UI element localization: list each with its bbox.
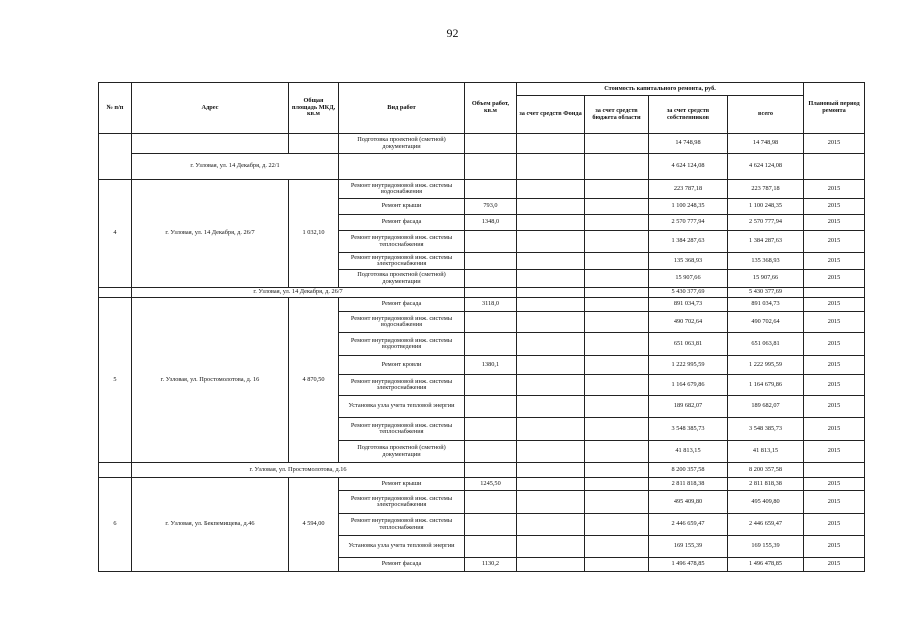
header-owners: за счет средств собственников xyxy=(649,96,728,134)
total-cost: 495 409,80 xyxy=(728,491,804,514)
owners-cost: 5 430 377,69 xyxy=(649,288,728,298)
work-type: Ремонт фасада xyxy=(339,558,465,572)
owners-cost: 2 446 659,47 xyxy=(649,514,728,536)
header-period: Плановый период ремонта xyxy=(804,83,865,134)
work-volume: 3118,0 xyxy=(465,298,517,312)
address: г. Узловая, ул. Простомолотова, д. 16 xyxy=(132,298,289,463)
owners-cost: 4 624 124,08 xyxy=(649,154,728,180)
address: г. Узловая, ул. Бекпемищева, д.46 xyxy=(132,478,289,572)
plan-period: 2015 xyxy=(804,356,865,375)
work-type: Ремонт кровли xyxy=(339,356,465,375)
owners-cost: 14 748,98 xyxy=(649,134,728,154)
plan-period: 2015 xyxy=(804,134,865,154)
total-cost: 1 384 287,63 xyxy=(728,231,804,253)
work-type: Ремонт крыши xyxy=(339,199,465,215)
total-cost: 4 624 124,08 xyxy=(728,154,804,180)
page-number: 92 xyxy=(446,26,459,40)
subtotal-row xyxy=(99,463,865,478)
plan-period: 2015 xyxy=(804,333,865,356)
plan-period: 2015 xyxy=(804,491,865,514)
work-type: Ремонт внутридомовой инж. системы электроснабжения xyxy=(339,253,465,270)
plan-period: 2015 xyxy=(804,558,865,572)
subtotal-label: г. Узловая, ул. Простомолотова, д.16 xyxy=(132,463,465,478)
work-type: Ремонт крыши xyxy=(339,478,465,491)
plan-period: 2015 xyxy=(804,418,865,441)
owners-cost: 1 496 478,85 xyxy=(649,558,728,572)
plan-period: 2015 xyxy=(804,478,865,491)
work-volume: 1380,1 xyxy=(465,356,517,375)
owners-cost: 1 384 287,63 xyxy=(649,231,728,253)
total-cost: 891 034,73 xyxy=(728,298,804,312)
work-type: Ремонт внутридомовой инж. системы теплоснабжения xyxy=(339,418,465,441)
plan-period: 2015 xyxy=(804,199,865,215)
work-type: Подготовка проектной (сметной) документации xyxy=(339,270,465,288)
floor-area: 4 870,50 xyxy=(289,298,339,463)
row-number: 6 xyxy=(99,478,132,572)
owners-cost: 41 813,15 xyxy=(649,441,728,463)
work-volume: 1245,50 xyxy=(465,478,517,491)
owners-cost: 2 570 777,94 xyxy=(649,215,728,231)
total-cost: 1 496 478,85 xyxy=(728,558,804,572)
plan-period: 2015 xyxy=(804,270,865,288)
plan-period: 2015 xyxy=(804,312,865,333)
owners-cost: 2 811 818,38 xyxy=(649,478,728,491)
owners-cost: 651 063,81 xyxy=(649,333,728,356)
work-type: Ремонт фасада xyxy=(339,215,465,231)
plan-period: 2015 xyxy=(804,536,865,558)
subtotal-label: г. Узловая, ул. 14 Декабря, д. 22/1 xyxy=(132,154,339,180)
header-work-type: Вид работ xyxy=(339,83,465,134)
header-volume: Объем работ, кв.м xyxy=(465,83,517,134)
owners-cost: 1 100 248,35 xyxy=(649,199,728,215)
row-number: 5 xyxy=(99,298,132,463)
plan-period: 2015 xyxy=(804,231,865,253)
header-cost-group: Стоимость капитального ремонта, руб. xyxy=(517,83,804,96)
total-cost: 189 682,07 xyxy=(728,396,804,418)
subtotal-row xyxy=(99,288,865,298)
work-type: Ремонт внутридомовой инж. системы водоотведения xyxy=(339,333,465,356)
total-cost: 490 702,64 xyxy=(728,312,804,333)
total-cost: 15 907,66 xyxy=(728,270,804,288)
subtotal-label: г. Узловая, ул. 14 Декабря, д. 26/7 xyxy=(132,288,465,298)
owners-cost: 8 200 357,58 xyxy=(649,463,728,478)
total-cost: 169 155,39 xyxy=(728,536,804,558)
total-cost: 8 200 357,58 xyxy=(728,463,804,478)
owners-cost: 3 548 385,73 xyxy=(649,418,728,441)
plan-period: 2015 xyxy=(804,396,865,418)
plan-period: 2015 xyxy=(804,514,865,536)
subtotal-row xyxy=(99,154,865,180)
row-number: 4 xyxy=(99,180,132,288)
address: г. Узловая, ул. 14 Декабря, д. 26/7 xyxy=(132,180,289,288)
owners-cost: 490 702,64 xyxy=(649,312,728,333)
total-cost: 1 222 995,59 xyxy=(728,356,804,375)
table-row xyxy=(99,134,865,154)
floor-area: 1 032,10 xyxy=(289,180,339,288)
plan-period: 2015 xyxy=(804,215,865,231)
owners-cost: 135 368,93 xyxy=(649,253,728,270)
header-area: Общая площадь МКД, кв.м xyxy=(289,83,339,134)
work-type: Установка узла учета тепловой энергии xyxy=(339,536,465,558)
work-type: Ремонт внутридомовой инж. системы электроснабжения xyxy=(339,491,465,514)
total-cost: 2 811 818,38 xyxy=(728,478,804,491)
total-cost: 5 430 377,69 xyxy=(728,288,804,298)
header-regional: за счет средств бюджета области xyxy=(585,96,649,134)
table-row xyxy=(99,180,865,199)
owners-cost: 891 034,73 xyxy=(649,298,728,312)
owners-cost: 189 682,07 xyxy=(649,396,728,418)
header-address: Адрес xyxy=(132,83,289,134)
total-cost: 3 548 385,73 xyxy=(728,418,804,441)
header-no: № п/п xyxy=(99,83,132,134)
table-row xyxy=(99,478,865,491)
table-row xyxy=(99,298,865,312)
plan-period: 2015 xyxy=(804,253,865,270)
total-cost: 1 100 248,35 xyxy=(728,199,804,215)
owners-cost: 495 409,80 xyxy=(649,491,728,514)
work-type: Установка узла учета тепловой энергии xyxy=(339,396,465,418)
floor-area: 4 594,00 xyxy=(289,478,339,572)
plan-period: 2015 xyxy=(804,298,865,312)
header-fund: за счет средств Фонда xyxy=(517,96,585,134)
work-type: Подготовка проектной (сметной) документации xyxy=(339,134,465,154)
owners-cost: 1 222 995,59 xyxy=(649,356,728,375)
work-volume: 793,0 xyxy=(465,199,517,215)
total-cost: 14 748,98 xyxy=(728,134,804,154)
work-type: Подготовка проектной (сметной) документации xyxy=(339,441,465,463)
plan-period: 2015 xyxy=(804,375,865,396)
total-cost: 1 164 679,86 xyxy=(728,375,804,396)
work-type: Ремонт внутридомовой инж. системы водоснабжения xyxy=(339,180,465,199)
owners-cost: 169 155,39 xyxy=(649,536,728,558)
total-cost: 2 570 777,94 xyxy=(728,215,804,231)
repair-schedule-table xyxy=(98,82,865,572)
plan-period: 2015 xyxy=(804,180,865,199)
work-volume: 1348,0 xyxy=(465,215,517,231)
owners-cost: 1 164 679,86 xyxy=(649,375,728,396)
work-type: Ремонт внутридомовой инж. системы водоснабжения xyxy=(339,312,465,333)
owners-cost: 223 787,18 xyxy=(649,180,728,199)
total-cost: 651 063,81 xyxy=(728,333,804,356)
work-volume: 1130,2 xyxy=(465,558,517,572)
work-type: Ремонт внутридомовой инж. системы электроснабжения xyxy=(339,375,465,396)
total-cost: 135 368,93 xyxy=(728,253,804,270)
owners-cost: 15 907,66 xyxy=(649,270,728,288)
work-type: Ремонт внутридомовой инж. системы теплоснабжения xyxy=(339,231,465,253)
work-type: Ремонт внутридомовой инж. системы теплоснабжения xyxy=(339,514,465,536)
total-cost: 223 787,18 xyxy=(728,180,804,199)
total-cost: 41 813,15 xyxy=(728,441,804,463)
header-total: всего xyxy=(728,96,804,134)
plan-period: 2015 xyxy=(804,441,865,463)
work-type: Ремонт фасада xyxy=(339,298,465,312)
total-cost: 2 446 659,47 xyxy=(728,514,804,536)
